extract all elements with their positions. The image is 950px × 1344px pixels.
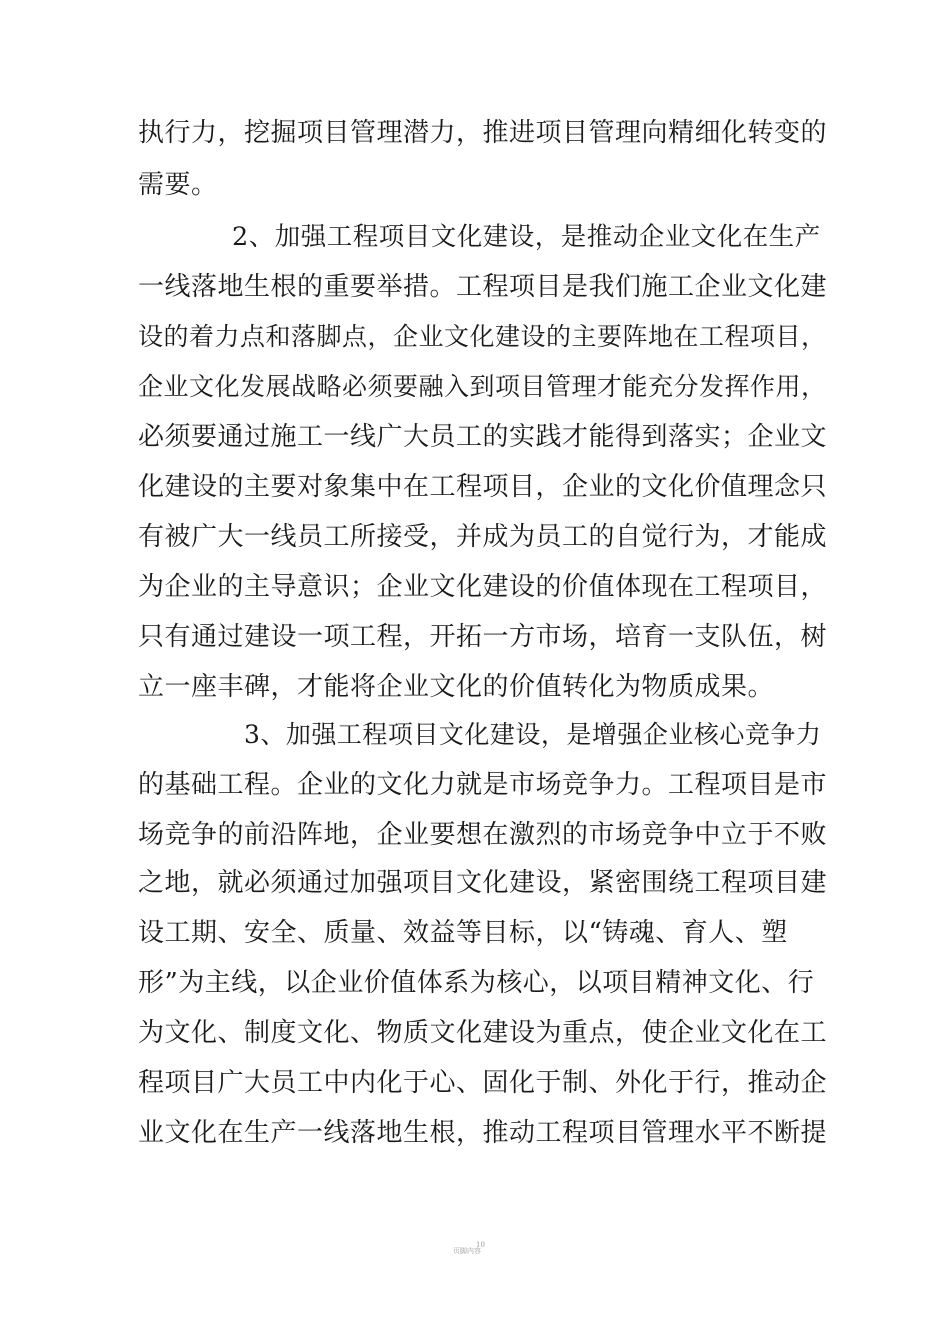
page-number: 10 bbox=[476, 1241, 485, 1249]
text-line: 必须要通过施工一线广大员工的实践才能得到落实；企业文 bbox=[138, 422, 828, 452]
paragraph-start-line: 3、加强工程项目文化建设，是增强企业核心竞争力 bbox=[244, 720, 822, 749]
text-line: 的基础工程。企业的文化力就是市场竞争力。工程项目是市 bbox=[138, 770, 828, 800]
text-line: 形”为主线，以企业价值体系为核心，以项目精神文化、行 bbox=[138, 968, 815, 998]
text-line: 为文化、制度文化、物质文化建设为重点，使企业文化在工 bbox=[138, 1018, 828, 1048]
text-line: 设的着力点和落脚点，企业文化建设的主要阵地在工程项目， bbox=[138, 322, 827, 351]
text-line: 执行力，挖掘项目管理潜力，推进项目管理向精细化转变的 bbox=[138, 118, 828, 148]
text-line: 化建设的主要对象集中在工程项目，企业的文化价值理念只 bbox=[138, 472, 828, 502]
text-line: 一线落地生根的重要举措。工程项目是我们施工企业文化建 bbox=[138, 272, 828, 302]
text-line: 需要。 bbox=[138, 170, 218, 200]
text-line: 只有通过建设一项工程，开拓一方市场，培育一支队伍，树 bbox=[138, 622, 828, 652]
page-footer-label: 页脚内容 bbox=[453, 1247, 481, 1255]
text-line: 业文化在生产一线落地生根，推动工程项目管理水平不断提 bbox=[138, 1118, 828, 1148]
text-line: 设工期、安全、质量、效益等目标，以“铸魂、育人、塑 bbox=[138, 918, 788, 948]
text-line: 有被广大一线员工所接受，并成为员工的自觉行为，才能成 bbox=[138, 522, 828, 552]
text-line: 之地，就必须通过加强项目文化建设，紧密围绕工程项目建 bbox=[138, 868, 828, 898]
paragraph-start-line: 2、加强工程项目文化建设，是推动企业文化在生产 bbox=[232, 222, 821, 252]
text-line: 为企业的主导意识；企业文化建设的价值体现在工程项目， bbox=[138, 572, 828, 602]
text-line: 场竞争的前沿阵地，企业要想在激烈的市场竞争中立于不败 bbox=[138, 820, 828, 850]
text-line: 程项目广大员工中内化于心、固化于制、外化于行，推动企 bbox=[138, 1068, 828, 1098]
text-line: 企业文化发展战略必须要融入到项目管理才能充分发挥作用， bbox=[138, 372, 827, 401]
text-line: 立一座丰碑，才能将企业文化的价值转化为物质成果。 bbox=[138, 672, 775, 702]
